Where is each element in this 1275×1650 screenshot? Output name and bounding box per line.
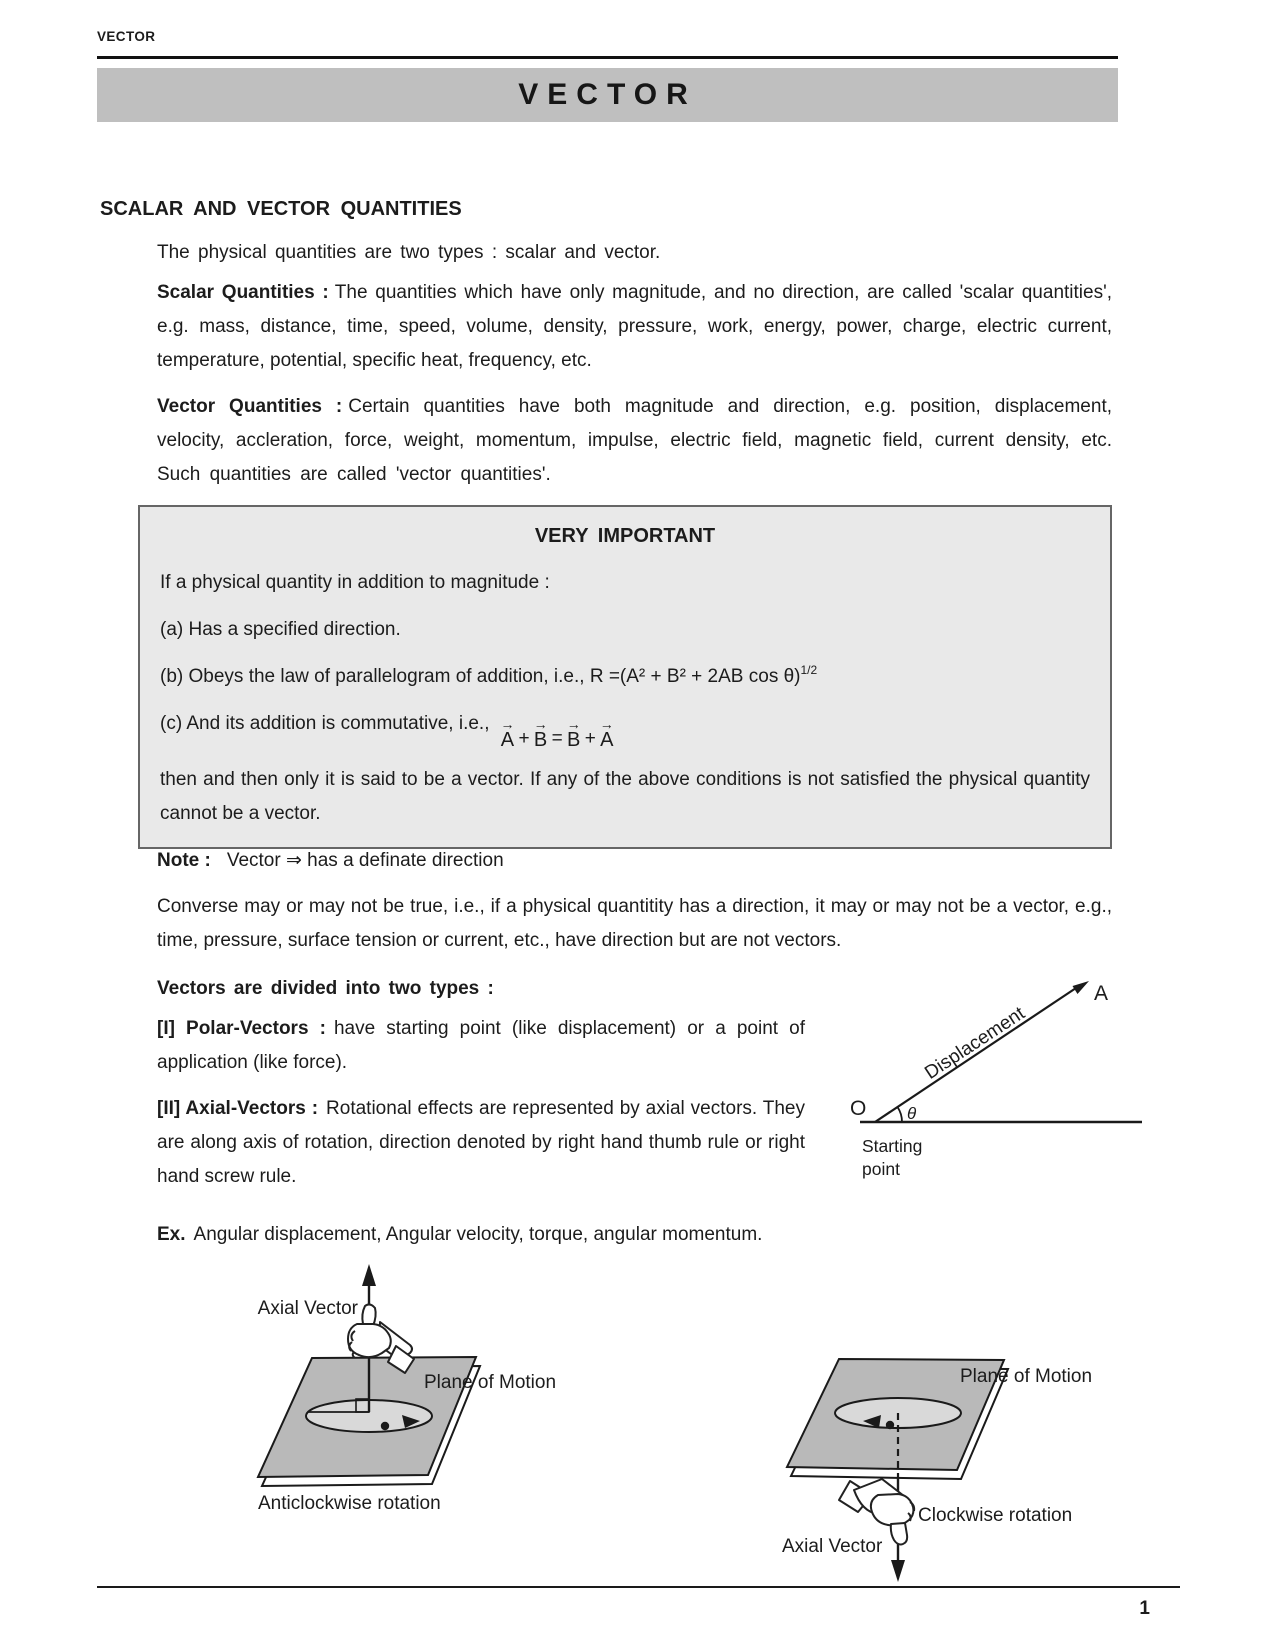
figure-caption: Anticlockwise rotation — [258, 1493, 441, 1514]
vector-arrow-icon: → — [533, 716, 548, 732]
running-header: VECTOR — [97, 29, 156, 44]
vector-quantities-paragraph — [157, 390, 1112, 492]
header-rule — [97, 56, 1118, 59]
vector-body: Certain quantities have both magnitude and direction, e.g. position, displacement, velocity, accleration, force, weight, momentum, impulse, electric field, magnetic field, current density, etc. Such quantities are called 'vector quantities'. — [157, 396, 1113, 485]
displacement-label: Displacement — [921, 1002, 1029, 1084]
item-c-text: (c) And its addition is commutative, i.e., — [160, 713, 490, 734]
types-heading: Vectors are divided into two types : — [157, 978, 494, 999]
vector-arrow-icon: → — [566, 716, 581, 732]
axial-vector-label: Axial Vector — [782, 1536, 883, 1557]
vector-lead: Vector Quantities : — [157, 396, 343, 417]
plane-of-motion-label: Plane of Motion — [424, 1372, 557, 1393]
axial-vector-arrowhead-icon — [362, 1264, 376, 1286]
note-lead: Note : — [157, 850, 211, 871]
very-important-box — [138, 505, 1112, 849]
starting-point-label-2: point — [862, 1159, 900, 1179]
scalar-lead: Scalar Quantities : — [157, 282, 329, 303]
vector-arrow-icon: → — [599, 716, 614, 732]
particle-dot — [381, 1422, 389, 1430]
axial-body: Rotational effects are represented by axial vectors. They are along axis of rotation, direction denoted by right hand thumb rule or right hand screw rule. — [157, 1098, 805, 1187]
right-hand-thumb-down-icon — [839, 1479, 914, 1545]
example-lead: Ex. — [157, 1224, 186, 1245]
scalar-body: The quantities which have only magnitude, and no direction, are called 'scalar quantities', e.g. mass, distance, time, speed, volume, density, pressure, work, energy, power, charge, electric current, temperature, potential, specific heat, frequency, etc. — [157, 282, 1112, 371]
important-intro: If a physical quantity in addition to magnitude : — [160, 572, 550, 593]
item-b-formula: (b) Obeys the law of parallelogram of addition, i.e., R =(A² + B² + 2AB cos θ) — [160, 666, 801, 687]
important-item-a: (a) Has a specified direction. — [160, 619, 401, 640]
scalar-quantities-paragraph — [157, 276, 1112, 378]
axial-vector-arrowhead-icon — [891, 1560, 905, 1582]
item-b-exponent: 1/2 — [800, 663, 818, 677]
axial-lead: [II] Axial-Vectors : — [157, 1098, 319, 1119]
example-line — [157, 1218, 1112, 1252]
vector-a1: → A — [500, 716, 515, 751]
polar-lead: [I] Polar-Vectors : — [157, 1018, 326, 1039]
axial-vector-label: Axial Vector — [257, 1298, 358, 1319]
figure-caption: Clockwise rotation — [918, 1505, 1073, 1526]
displacement-arrowhead-icon — [1073, 981, 1090, 994]
origin-label: O — [850, 1097, 867, 1120]
important-item-b — [160, 660, 1090, 694]
footer-rule — [97, 1586, 1180, 1588]
theta-arc — [898, 1107, 903, 1122]
starting-point-label-1: Starting — [862, 1136, 923, 1156]
example-body: Angular displacement, Angular velocity, torque, angular momentum. — [193, 1224, 763, 1245]
note-body: Vector ⇒ has a definate direction — [226, 850, 504, 871]
theta-label: θ — [907, 1104, 917, 1123]
clockwise-rotation-figure — [738, 1332, 1138, 1590]
intro-paragraph: The physical quantities are two types : scalar and vector. — [157, 242, 661, 263]
important-box-title: VERY IMPORTANT — [534, 525, 716, 547]
page-number: 1 — [1139, 1598, 1150, 1619]
note-line — [157, 844, 1112, 878]
axial-vectors-paragraph — [157, 1092, 805, 1194]
vector-b1: → B — [533, 716, 548, 751]
anticlockwise-rotation-figure — [228, 1256, 638, 1518]
particle-dot — [886, 1421, 894, 1429]
plane-of-motion-label: Plane of Motion — [960, 1366, 1093, 1387]
polar-vectors-paragraph — [157, 1012, 805, 1080]
polar-body: have starting point (like displacement) or a point of application (like force). — [157, 1018, 805, 1073]
vector-equation: → A + → B = → B + → A — [500, 716, 614, 751]
section-heading: SCALAR AND VECTOR QUANTITIES — [100, 198, 462, 220]
vector-a2: → A — [599, 716, 614, 751]
displacement-figure — [818, 938, 1150, 1188]
important-closing: then and then only it is said to be a vector. If any of the above conditions is not satisfied the physical quantity cannot be a vector. — [160, 769, 1090, 824]
converse-paragraph: Converse may or may not be true, i.e., if a physical quantitity has a direction, it may or may not be a vector, e.g., time, pressure, surface tension or current, etc., have direction but are not vectors. — [157, 896, 1112, 951]
important-item-c — [160, 707, 1090, 750]
vector-arrow-icon: → — [500, 716, 515, 732]
point-a-label: A — [1094, 982, 1109, 1005]
vector-b2: → B — [566, 716, 581, 751]
chapter-title-banner: VECTOR — [97, 68, 1118, 122]
